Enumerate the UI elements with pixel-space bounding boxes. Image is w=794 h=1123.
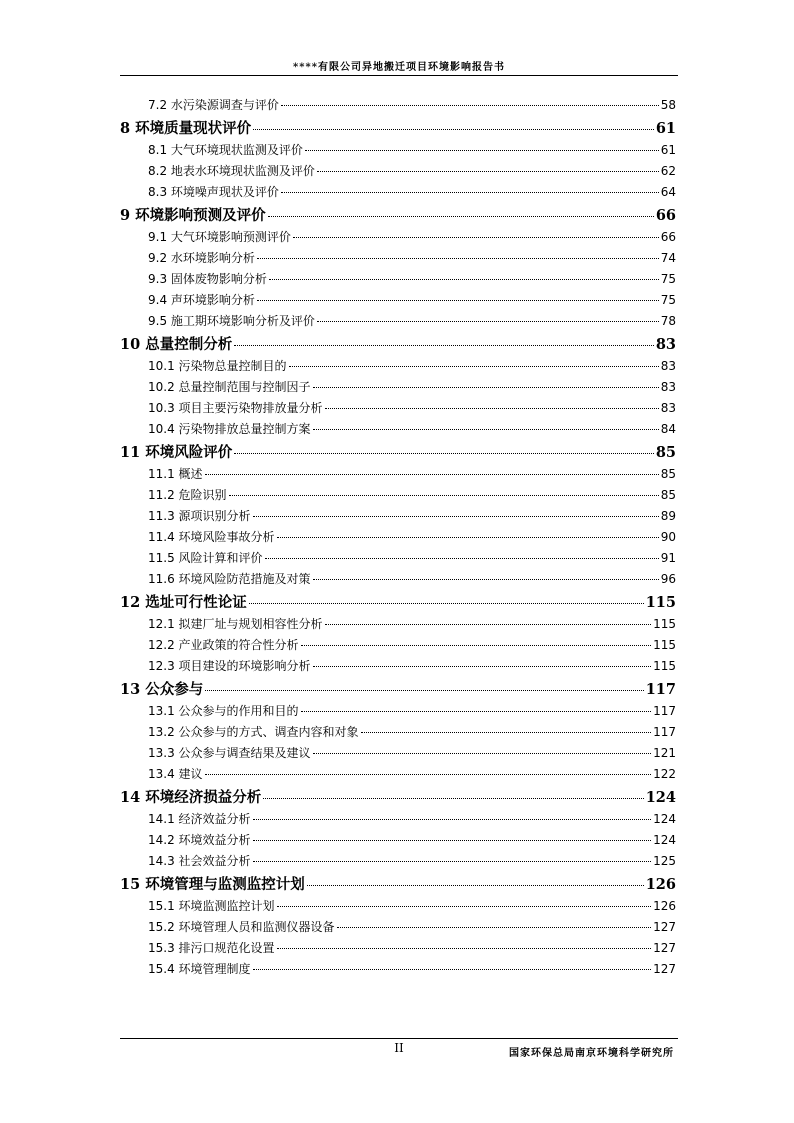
toc-entry-page: 90 <box>660 530 676 544</box>
toc-entry-page: 115 <box>653 617 676 631</box>
toc-entry-label: 12.2 产业政策的符合性分析 <box>148 638 299 652</box>
toc-entry-label: 15.2 环境管理人员和监测仪器设备 <box>148 920 335 934</box>
toc-entry-page: 127 <box>653 941 676 955</box>
table-of-contents <box>120 96 676 981</box>
dot-leader <box>313 387 659 388</box>
dot-leader <box>229 495 659 496</box>
toc-section-entry[interactable] <box>120 183 676 204</box>
dot-leader <box>257 258 659 259</box>
toc-entry-page: 124 <box>653 833 676 847</box>
toc-entry-page: 121 <box>653 746 676 760</box>
toc-chapter-entry[interactable] <box>120 591 676 615</box>
dot-leader <box>263 798 643 799</box>
toc-entry-page: 96 <box>660 572 676 586</box>
page-number: II <box>394 1041 404 1055</box>
toc-section-entry[interactable] <box>120 831 676 852</box>
toc-entry-page: 85 <box>655 444 676 461</box>
toc-entry-label: 9.1 大气环境影响预测评价 <box>148 230 291 244</box>
toc-section-entry[interactable] <box>120 810 676 831</box>
toc-entry-page: 117 <box>645 681 676 698</box>
toc-entry-label: 13.3 公众参与调查结果及建议 <box>148 746 311 760</box>
dot-leader <box>234 345 654 346</box>
toc-entry-label: 15 环境管理与监测监控计划 <box>120 876 305 893</box>
dot-leader <box>205 690 643 691</box>
dot-leader <box>293 237 659 238</box>
toc-section-entry[interactable] <box>120 939 676 960</box>
footer-institute: 国家环保总局南京环境科学研究所 <box>509 1048 674 1059</box>
dot-leader <box>313 429 659 430</box>
dot-leader <box>257 300 659 301</box>
toc-section-entry[interactable] <box>120 420 676 441</box>
toc-entry-page: 125 <box>653 854 676 868</box>
toc-entry-label: 9.2 水环境影响分析 <box>148 251 255 265</box>
dot-leader <box>281 192 659 193</box>
toc-entry-label: 10.3 项目主要污染物排放量分析 <box>148 401 323 415</box>
toc-section-entry[interactable] <box>120 570 676 591</box>
toc-section-entry[interactable] <box>120 399 676 420</box>
toc-entry-label: 9.5 施工期环境影响分析及评价 <box>148 314 315 328</box>
toc-entry-label: 14.1 经济效益分析 <box>148 812 251 826</box>
toc-entry-label: 10.4 污染物排放总量控制方案 <box>148 422 311 436</box>
dot-leader <box>289 366 659 367</box>
toc-entry-page: 115 <box>653 638 676 652</box>
toc-entry-label: 10.2 总量控制范围与控制因子 <box>148 380 311 394</box>
toc-section-entry[interactable] <box>120 765 676 786</box>
toc-section-entry[interactable] <box>120 96 676 117</box>
toc-entry-label: 15.3 排污口规范化设置 <box>148 941 275 955</box>
toc-entry-page: 66 <box>655 207 676 224</box>
toc-section-entry[interactable] <box>120 897 676 918</box>
toc-entry-page: 62 <box>660 164 676 178</box>
header-rule <box>120 75 678 76</box>
toc-entry-label: 11 环境风险评价 <box>120 444 233 461</box>
toc-entry-page: 126 <box>653 899 676 913</box>
toc-section-entry[interactable] <box>120 657 676 678</box>
toc-entry-label: 14 环境经济损益分析 <box>120 789 262 806</box>
dot-leader <box>305 150 659 151</box>
dot-leader <box>269 279 659 280</box>
toc-entry-page: 74 <box>660 251 676 265</box>
toc-section-entry[interactable] <box>120 141 676 162</box>
dot-leader <box>277 537 659 538</box>
toc-entry-label: 11.1 概述 <box>148 467 203 481</box>
dot-leader <box>301 711 652 712</box>
toc-entry-page: 89 <box>660 509 676 523</box>
toc-entry-page: 58 <box>660 98 676 112</box>
dot-leader <box>313 579 659 580</box>
toc-entry-page: 83 <box>655 336 676 353</box>
toc-entry-label: 9.3 固体废物影响分析 <box>148 272 267 286</box>
toc-entry-page: 84 <box>660 422 676 436</box>
toc-entry-page: 117 <box>653 725 676 739</box>
toc-section-entry[interactable] <box>120 270 676 291</box>
dot-leader <box>253 516 659 517</box>
toc-chapter-entry[interactable] <box>120 117 676 141</box>
toc-section-entry[interactable] <box>120 549 676 570</box>
dot-leader <box>317 321 659 322</box>
toc-entry-label: 11.2 危险识别 <box>148 488 227 502</box>
toc-entry-label: 10.1 污染物总量控制目的 <box>148 359 287 373</box>
toc-entry-label: 14.2 环境效益分析 <box>148 833 251 847</box>
dot-leader <box>301 645 652 646</box>
toc-section-entry[interactable] <box>120 486 676 507</box>
toc-section-entry[interactable] <box>120 702 676 723</box>
toc-entry-label: 11.3 源项识别分析 <box>148 509 251 523</box>
toc-entry-label: 10 总量控制分析 <box>120 336 233 353</box>
toc-section-entry[interactable] <box>120 528 676 549</box>
toc-section-entry[interactable] <box>120 228 676 249</box>
toc-section-entry[interactable] <box>120 249 676 270</box>
toc-entry-label: 13 公众参与 <box>120 681 204 698</box>
dot-leader <box>317 171 659 172</box>
toc-entry-page: 124 <box>653 812 676 826</box>
toc-entry-page: 61 <box>660 143 676 157</box>
toc-chapter-entry[interactable] <box>120 204 676 228</box>
toc-chapter-entry[interactable] <box>120 441 676 465</box>
footer-rule <box>120 1038 678 1039</box>
toc-entry-page: 115 <box>653 659 676 673</box>
toc-section-entry[interactable] <box>120 312 676 333</box>
toc-entry-page: 85 <box>660 467 676 481</box>
dot-leader <box>313 666 652 667</box>
toc-entry-page: 85 <box>660 488 676 502</box>
dot-leader <box>249 603 644 604</box>
dot-leader <box>253 129 654 130</box>
toc-entry-label: 8.2 地表水环境现状监测及评价 <box>148 164 315 178</box>
dot-leader <box>253 840 652 841</box>
toc-entry-page: 75 <box>660 272 676 286</box>
toc-entry-page: 83 <box>660 380 676 394</box>
toc-entry-label: 13.2 公众参与的方式、调查内容和对象 <box>148 725 359 739</box>
toc-entry-page: 126 <box>645 876 676 893</box>
dot-leader <box>268 216 654 217</box>
toc-entry-page: 122 <box>653 767 676 781</box>
dot-leader <box>325 624 652 625</box>
toc-chapter-entry[interactable] <box>120 873 676 897</box>
toc-entry-page: 115 <box>645 594 676 611</box>
toc-entry-label: 8.1 大气环境现状监测及评价 <box>148 143 303 157</box>
toc-entry-label: 7.2 水污染源调查与评价 <box>148 98 279 112</box>
toc-section-entry[interactable] <box>120 744 676 765</box>
dot-leader <box>277 948 652 949</box>
toc-section-entry[interactable] <box>120 291 676 312</box>
toc-entry-page: 91 <box>660 551 676 565</box>
toc-section-entry[interactable] <box>120 465 676 486</box>
toc-section-entry[interactable] <box>120 162 676 183</box>
toc-section-entry[interactable] <box>120 918 676 939</box>
toc-entry-page: 124 <box>645 789 676 806</box>
dot-leader <box>281 105 659 106</box>
dot-leader <box>313 753 652 754</box>
toc-entry-page: 83 <box>660 401 676 415</box>
toc-entry-page: 127 <box>653 920 676 934</box>
dot-leader <box>205 774 652 775</box>
toc-entry-label: 12 选址可行性论证 <box>120 594 247 611</box>
toc-entry-page: 127 <box>653 962 676 976</box>
dot-leader <box>253 969 652 970</box>
toc-entry-label: 9 环境影响预测及评价 <box>120 207 266 224</box>
toc-entry-page: 83 <box>660 359 676 373</box>
toc-entry-page: 117 <box>653 704 676 718</box>
toc-entry-label: 13.1 公众参与的作用和目的 <box>148 704 299 718</box>
dot-leader <box>253 861 652 862</box>
dot-leader <box>253 819 652 820</box>
toc-section-entry[interactable] <box>120 852 676 873</box>
toc-section-entry[interactable] <box>120 615 676 636</box>
toc-section-entry[interactable] <box>120 723 676 744</box>
toc-entry-label: 12.1 拟建厂址与规划相容性分析 <box>148 617 323 631</box>
toc-section-entry[interactable] <box>120 636 676 657</box>
toc-chapter-entry[interactable] <box>120 333 676 357</box>
toc-entry-label: 11.4 环境风险事故分析 <box>148 530 275 544</box>
toc-entry-label: 11.5 风险计算和评价 <box>148 551 263 565</box>
toc-section-entry[interactable] <box>120 507 676 528</box>
dot-leader <box>277 906 652 907</box>
toc-entry-label: 8.3 环境噪声现状及评价 <box>148 185 279 199</box>
dot-leader <box>205 474 659 475</box>
toc-section-entry[interactable] <box>120 357 676 378</box>
toc-entry-page: 66 <box>660 230 676 244</box>
toc-entry-page: 61 <box>655 120 676 137</box>
dot-leader <box>361 732 652 733</box>
dot-leader <box>234 453 654 454</box>
running-header: ****有限公司异地搬迁项目环境影响报告书 <box>293 62 505 73</box>
toc-section-entry[interactable] <box>120 378 676 399</box>
toc-entry-label: 12.3 项目建设的环境影响分析 <box>148 659 311 673</box>
toc-entry-label: 9.4 声环境影响分析 <box>148 293 255 307</box>
toc-entry-label: 13.4 建议 <box>148 767 203 781</box>
toc-entry-label: 14.3 社会效益分析 <box>148 854 251 868</box>
toc-entry-label: 11.6 环境风险防范措施及对策 <box>148 572 311 586</box>
toc-entry-label: 8 环境质量现状评价 <box>120 120 252 137</box>
dot-leader <box>307 885 644 886</box>
dot-leader <box>265 558 659 559</box>
dot-leader <box>337 927 652 928</box>
toc-entry-page: 78 <box>660 314 676 328</box>
toc-chapter-entry[interactable] <box>120 786 676 810</box>
dot-leader <box>325 408 659 409</box>
toc-section-entry[interactable] <box>120 960 676 981</box>
toc-entry-label: 15.4 环境管理制度 <box>148 962 251 976</box>
toc-entry-label: 15.1 环境监测监控计划 <box>148 899 275 913</box>
toc-entry-page: 64 <box>660 185 676 199</box>
toc-entry-page: 75 <box>660 293 676 307</box>
toc-chapter-entry[interactable] <box>120 678 676 702</box>
